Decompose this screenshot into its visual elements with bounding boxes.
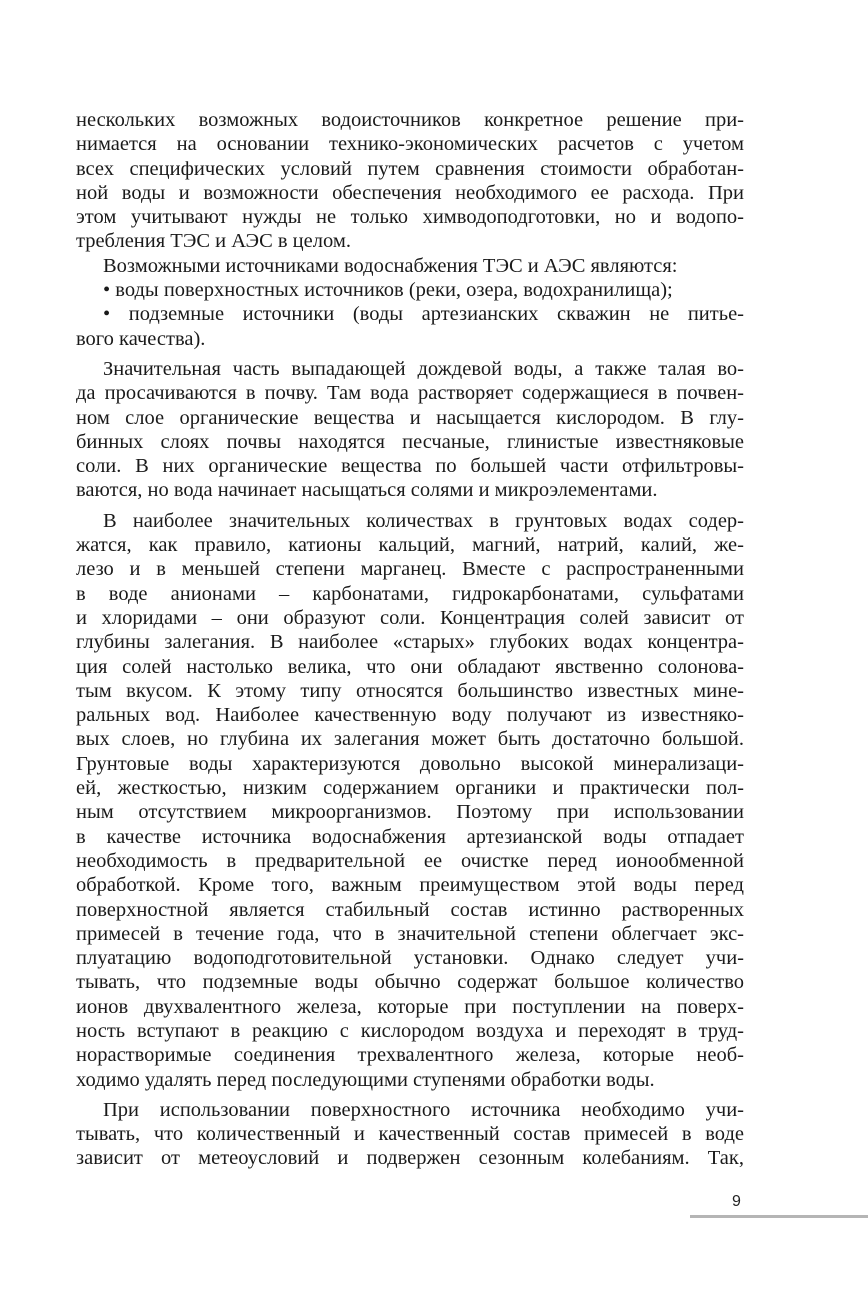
text-line: поверхностной является стабильный состав истинно растворенных (76, 898, 744, 921)
paragraph (76, 278, 744, 302)
text-line: Возможными источниками водоснабжения ТЭС и АЭС являются: (103, 254, 678, 277)
text-line: в качестве источника водоснабжения артезианской воды отпадает (76, 825, 744, 848)
text-line: зависит от метеоусловий и подвержен сезонным колебаниям. Так, (76, 1147, 744, 1170)
text-line: ном слое органические вещества и насыщается кислородом. В глу- (76, 406, 744, 429)
text-line: соли. В них органические вещества по большей части отфильтровы- (76, 455, 744, 478)
text-line: требления ТЭС и АЭС в целом. (76, 230, 351, 253)
text-line: ность вступают в реакцию с кислородом воздуха и переходят в труд- (76, 1019, 744, 1042)
page-number-rule (690, 1215, 868, 1218)
text-line: • воды поверхностных источников (реки, озера, водохранилища); (103, 279, 673, 302)
paragraph (76, 509, 744, 1092)
text-line: норастворимые соединения трехвалентного железа, которые необ- (76, 1044, 744, 1067)
text-line: глубины залегания. В наиболее «старых» глубоких водах концентра- (76, 631, 744, 654)
text-line: обработкой. Кроме того, важным преимуществом этой воды перед (76, 874, 744, 897)
text-line: примесей в течение года, что в значительной степени облегчает экс- (76, 922, 744, 945)
text-line: ным отсутствием микроорганизмов. Поэтому при использовании (76, 801, 744, 824)
text-line: нескольких возможных водоисточников конкретное решение при- (76, 109, 744, 131)
text-line: ходимо удалять перед последующими ступенями обработки воды. (76, 1068, 655, 1091)
text-line: вых слоев, но глубина их залегания может быть достаточно большой. (76, 728, 744, 751)
paragraph (76, 357, 744, 503)
text-line: необходимость в предварительной ее очистке перед ионообменной (76, 849, 744, 872)
text-line: ей, жесткостью, низким содержанием органики и практически пол- (76, 777, 744, 800)
text-line: да просачиваются в почву. Там вода растворяет содержащиеся в почвен- (76, 382, 744, 405)
paragraph (76, 108, 744, 254)
text-line: плуатацию водоподготовительной установки. Однако следует учи- (76, 947, 744, 970)
text-line: вого качества). (76, 327, 206, 350)
text-line: Значительная часть выпадающей дождевой воды, а также талая во- (103, 357, 744, 380)
text-line: тывать, что подземные воды обычно содержат большое количество (76, 971, 744, 994)
text-line: лезо и в меньшей степени марганец. Вместе с распространенными (76, 558, 744, 581)
text-line: и хлоридами – они образуют соли. Концентрация солей зависит от (76, 606, 744, 629)
text-line: всех специфических условий путем сравнения стоимости обработан- (76, 157, 744, 180)
text-line: ваются, но вода начинает насыщаться солями и микроэлементами. (76, 479, 658, 502)
text-line: ионов двухвалентного железа, которые при поступлении на поверх- (76, 995, 744, 1018)
text-line: В наиболее значительных количествах в грунтовых водах содер- (103, 509, 744, 532)
page-body (76, 108, 744, 1171)
paragraph (76, 1098, 744, 1171)
text-line: • подземные источники (воды артезианских скважин не питье- (103, 303, 744, 326)
text-line: При использовании поверхностного источника необходимо учи- (103, 1098, 744, 1121)
text-line: бинных слоях почвы находятся песчаные, глинистые известняковые (76, 430, 744, 453)
paragraph (76, 254, 744, 278)
text-line: Грунтовые воды характеризуются довольно высокой минерализаци- (76, 752, 744, 775)
paragraph (76, 302, 744, 351)
text-line: ция солей настолько велика, что они обладают явственно солонова- (76, 655, 744, 678)
text-line: ной воды и возможности обеспечения необходимого ее расхода. При (76, 181, 744, 204)
page-number: 9 (732, 1193, 741, 1210)
text-line: нимается на основании технико-экономических расчетов с учетом (76, 133, 744, 156)
text-line: жатся, как правило, катионы кальций, магний, натрий, калий, же- (76, 534, 744, 557)
text-line: тывать, что количественный и качественный состав примесей в воде (76, 1123, 744, 1146)
text-line: ральных вод. Наиболее качественную воду получают из известняко- (76, 704, 744, 727)
text-line: тым вкусом. К этому типу относятся большинство известных мине- (76, 679, 744, 702)
text-line: в воде анионами – карбонатами, гидрокарбонатами, сульфатами (76, 582, 744, 605)
text-line: этом учитывают нужды не только химводоподготовки, но и водопо- (76, 206, 744, 229)
